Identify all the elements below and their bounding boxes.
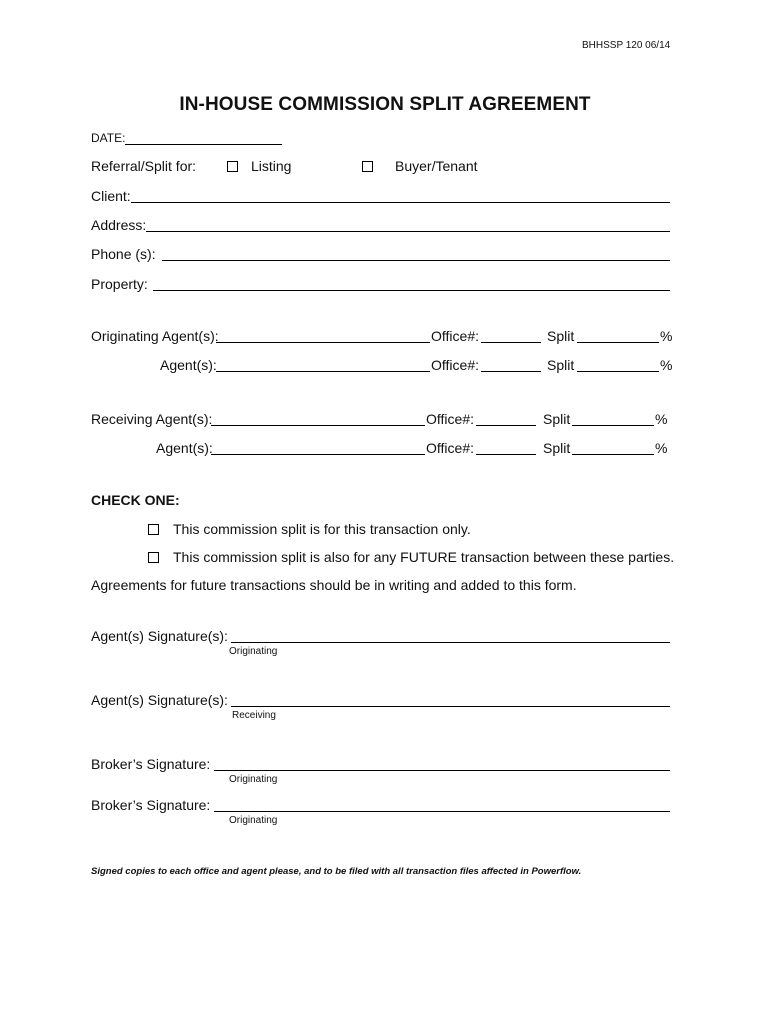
originating-agent-signature-caption: Originating [229, 646, 278, 657]
receiving-office-label: Office#: [426, 411, 474, 427]
receiving-office-field[interactable] [476, 425, 536, 426]
receiving-agent-field[interactable] [211, 425, 425, 426]
originating-sub-agent-label: Agent(s): [160, 357, 217, 373]
date-field[interactable] [125, 144, 282, 145]
originating-sub-split-field[interactable] [577, 371, 659, 372]
form-code: BHHSSP 120 06/14 [582, 40, 671, 51]
future-transactions-checkbox[interactable] [148, 552, 159, 563]
receiving-sub-split-field[interactable] [572, 454, 654, 455]
originating-agent-signature-field[interactable] [231, 642, 670, 643]
originating-percent: % [660, 328, 673, 344]
receiving-split-label: Split [543, 411, 571, 427]
receiving-agent-signature-caption: Receiving [232, 710, 276, 721]
originating-sub-percent: % [660, 357, 673, 373]
broker-signature-1-caption: Originating [229, 774, 278, 785]
date-label: DATE: [91, 131, 126, 145]
originating-sub-office-field[interactable] [481, 371, 541, 372]
broker-signature-2-field[interactable] [214, 811, 670, 812]
client-label: Client: [91, 188, 131, 204]
transaction-only-label: This commission split is for this transaction only. [173, 521, 471, 537]
address-label: Address: [91, 217, 147, 233]
receiving-split-field[interactable] [572, 425, 654, 426]
future-transactions-label: This commission split is also for any FUTURE transaction between these parties. [173, 549, 675, 565]
address-field[interactable] [146, 231, 670, 232]
originating-split-label: Split [547, 328, 575, 344]
receiving-sub-agent-field[interactable] [211, 454, 425, 455]
originating-agent-signature-label: Agent(s) Signature(s): [91, 628, 228, 644]
originating-sub-split-label: Split [547, 357, 575, 373]
receiving-agent-signature-field[interactable] [231, 706, 670, 707]
receiving-agent-label: Receiving Agent(s): [91, 411, 213, 427]
originating-split-field[interactable] [577, 342, 659, 343]
client-field[interactable] [131, 202, 670, 203]
phone-label: Phone (s): [91, 246, 156, 262]
broker-signature-1-label: Broker’s Signature: [91, 756, 211, 772]
receiving-sub-office-field[interactable] [476, 454, 536, 455]
buyer-tenant-checkbox[interactable] [362, 161, 373, 172]
page-title: IN-HOUSE COMMISSION SPLIT AGREEMENT [179, 94, 591, 115]
originating-sub-agent-field[interactable] [216, 371, 430, 372]
originating-agent-field[interactable] [216, 342, 430, 343]
receiving-sub-split-label: Split [543, 440, 571, 456]
broker-signature-2-label: Broker’s Signature: [91, 797, 211, 813]
check-one-heading: CHECK ONE: [91, 492, 180, 508]
receiving-sub-percent: % [655, 440, 668, 456]
broker-signature-2-caption: Originating [229, 815, 278, 826]
listing-checkbox[interactable] [227, 161, 238, 172]
receiving-percent: % [655, 411, 668, 427]
originating-agent-label: Originating Agent(s): [91, 328, 219, 344]
property-field[interactable] [153, 290, 670, 291]
buyer-tenant-option-label: Buyer/Tenant [395, 158, 478, 174]
originating-office-label: Office#: [431, 328, 479, 344]
property-label: Property: [91, 276, 148, 292]
listing-option-label: Listing [251, 158, 292, 174]
receiving-sub-office-label: Office#: [426, 440, 474, 456]
receiving-agent-signature-label: Agent(s) Signature(s): [91, 692, 228, 708]
broker-signature-1-field[interactable] [214, 770, 670, 771]
transaction-only-checkbox[interactable] [148, 524, 159, 535]
receiving-sub-agent-label: Agent(s): [156, 440, 213, 456]
footer-note: Signed copies to each office and agent please, and to be filed with all transaction files affected in Powerflow. [91, 866, 582, 877]
originating-office-field[interactable] [481, 342, 541, 343]
referral-label: Referral/Split for: [91, 158, 197, 174]
future-agreements-note: Agreements for future transactions should be in writing and added to this form. [91, 577, 577, 593]
originating-sub-office-label: Office#: [431, 357, 479, 373]
phone-field[interactable] [162, 260, 670, 261]
